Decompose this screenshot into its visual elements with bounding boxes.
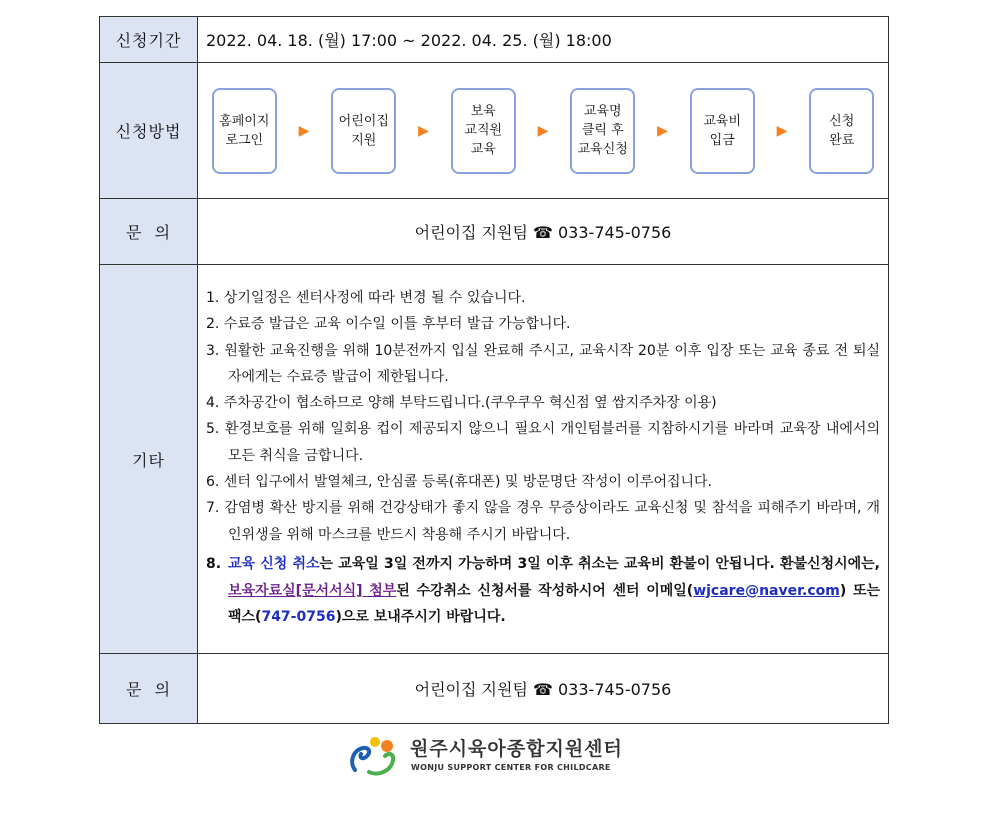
note-item: 1. 상기일정은 센터사정에 따라 변경 될 수 있습니다. [206,289,526,306]
period-value: 2022. 04. 18. (월) 17:00 ~ 2022. 04. 25. (월) 18:00 [198,17,889,63]
period-label: 신청기간 [100,17,198,63]
method-label: 신청방법 [100,63,198,199]
method-flow-cell [198,63,889,199]
method-flow [198,64,888,198]
note-item: 5. 환경보호를 위해 일회용 컵이 제공되지 않으니 필요시 개인텀블러를 지참하시기를 바라며 교육장 내에서의 모든 취식을 금합니다. [206,421,880,464]
note-item: 7. 감염병 확산 방지를 위해 건강상태가 좋지 않을 경우 무증상이라도 교육신청 및 참석을 피해주기 바라며, 개인위생을 위해 마스크를 반드시 착용해 주시기 바랍니다. [206,500,880,543]
notes-list [198,265,889,654]
fax-number: 747-0756 [261,609,336,626]
form-attachment-link[interactable]: 보육자료실[문서서식] 첨부 [228,582,397,599]
step-login: 홈페이지 로그인 [212,88,277,174]
inquiry-label: 문 의 [100,654,198,724]
center-logo-icon [347,732,407,780]
etc-label: 기타 [100,265,198,654]
center-name-english: WONJU SUPPORT CENTER FOR CHILDCARE [411,763,611,772]
cancel-highlight: 교육 신청 취소 [228,555,320,572]
email-link[interactable]: wjcare@naver.com [693,582,840,599]
arrow-icon: ▶ [298,122,310,139]
center-name: 원주시육아종합지원센터 [410,738,623,760]
note-item: 2. 수료증 발급은 교육 이수일 이틀 후부터 발급 가능합니다. [206,316,571,333]
note-item: 6. 센터 입구에서 발열체크, 안심콜 등록(휴대폰) 및 방문명단 작성이 이루어집니다. [206,474,712,491]
step-complete: 신청 완료 [809,88,874,174]
note-item-cancellation: 8. 교육 신청 취소는 교육일 3일 전까지 가능하며 3일 이후 취소는 교육비 환불이 안됩니다. 환불신청시에는, 보육자료실[문서서식] 첨부된 수강취소 신청서를 작성하시어 센터 이메일(wjcare@naver.com) 또는 팩스(747-0756)으로 보내주시기 바랍니다. [206,551,880,631]
note8-number: 8. [206,555,222,572]
step-course-apply: 교육명 클릭 후 교육신청 [570,88,635,174]
note-item: 3. 원활한 교육진행을 위해 10분전까지 입실 완료해 주시고, 교육시작 20분 이후 입장 또는 교육 종료 전 퇴실자에게는 수료증 발급이 제한됩니다. [206,342,880,385]
step-staff-education: 보육 교직원 교육 [451,88,516,174]
inquiry-contact: 어린이집 지원팀 ☎ 033-745-0756 [198,199,889,265]
arrow-icon: ▶ [657,122,668,139]
inquiry-label: 문 의 [100,199,198,265]
inquiry-contact: 어린이집 지원팀 ☎ 033-745-0756 [198,654,889,724]
arrow-icon: ▶ [776,122,788,139]
info-table [99,16,889,724]
step-payment: 교육비 입금 [690,88,755,174]
note-item: 4. 주차공간이 협소하므로 양해 부탁드립니다.(쿠우쿠우 혁신점 옆 쌈지주차장 이용) [206,395,717,412]
step-childcare-support: 어린이집 지원 [331,88,396,174]
arrow-icon: ▶ [537,122,549,139]
arrow-icon: ▶ [418,122,429,139]
